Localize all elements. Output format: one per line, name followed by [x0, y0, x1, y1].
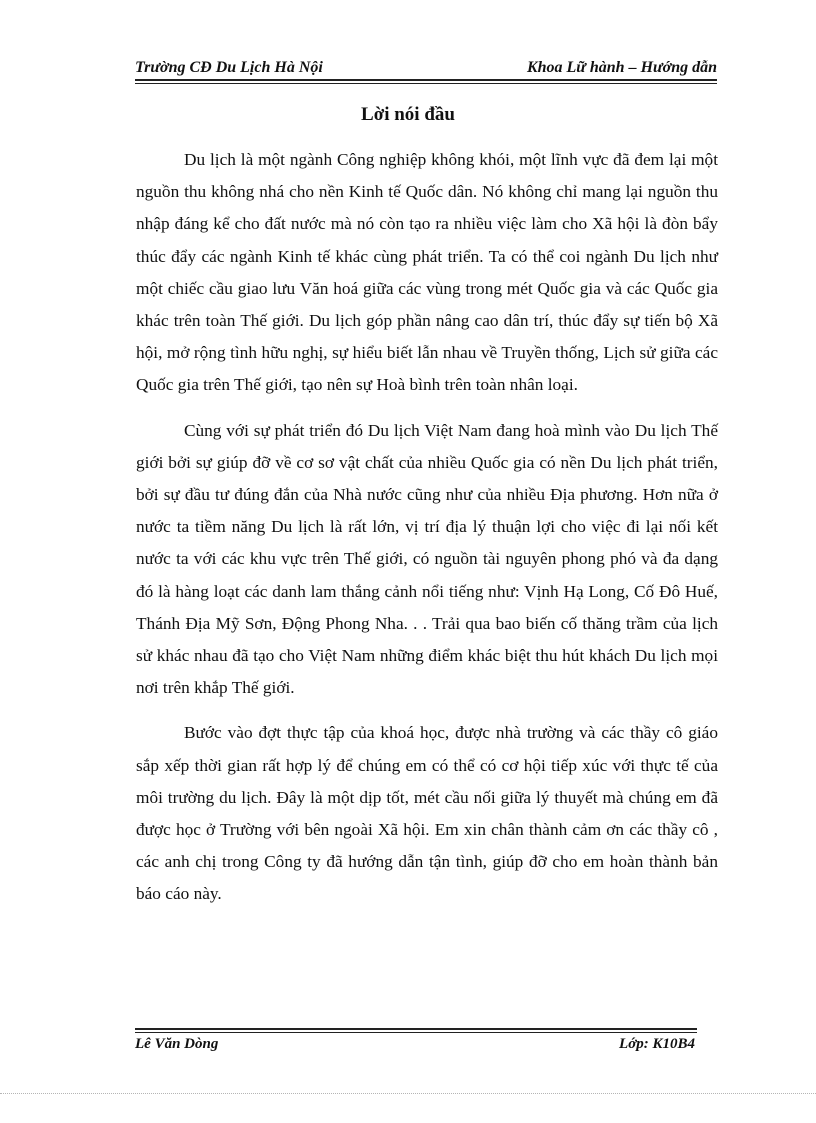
page-title: Lời nói đầu: [361, 104, 455, 125]
document-body: [136, 144, 718, 924]
footer-class: Lớp: K10B4: [619, 1036, 695, 1052]
header-divider: [135, 79, 717, 84]
paragraph-3: Bước vào đợt thực tập của khoá học, được nhà trường và các thầy cô giáo sắp xếp thời gian rất hợp lý để chúng em có thể có cơ hội tiếp xúc với thực tế của môi trường du lịch. Đây là một dịp tốt, mét cầu nối giữa lý thuyết mà chúng em đã được học ở Trường với bên ngoài Xã hội. Em xin chân thành cảm ơn các thầy cô , các anh chị trong Công ty đã hướng dẫn tận tình, giúp đỡ cho em hoàn thành bản báo cáo này.: [136, 723, 718, 904]
footer-author: Lê Văn Dòng: [135, 1036, 219, 1052]
page-header: [135, 58, 717, 80]
footer-divider: [135, 1028, 697, 1033]
page-boundary: [0, 1093, 816, 1094]
page-footer: [135, 1034, 695, 1056]
header-department: Khoa Lữ hành – Hướng dẫn: [526, 59, 717, 76]
header-school-name: Trường CĐ Du Lịch Hà Nội: [135, 59, 323, 76]
paragraph-2: Cùng với sự phát triển đó Du lịch Việt Nam đang hoà mình vào Du lịch Thế giới bởi sự giúp đỡ về cơ sơ vật chất của nhiều Quốc gia có nền Du lịch phát triển, bởi sự đầu tư đúng đắn của Nhà nước cũng như của nhiều Địa phương. Hơn nữa ở nước ta tiềm năng Du lịch là rất lớn, vị trí địa lý thuận lợi cho việc đi lại nối kết nước ta với các khu vực trên Thế giới, có nguồn tài nguyên phong phó và đa dạng đó là hàng loạt các danh lam thắng cảnh nổi tiếng như: Vịnh Hạ Long, Cố Đô Huế, Thánh Địa Mỹ Sơn, Động Phong Nha. . . Trải qua bao biến cố thăng trầm của lịch sử khác nhau đã tạo cho Việt Nam những điểm khác biệt thu hút khách Du lịch mọi nơi trên khắp Thế giới.: [136, 420, 718, 698]
paragraph-1: Du lịch là một ngành Công nghiệp không khói, một lĩnh vực đã đem lại một nguồn thu không nhá cho nền Kinh tế Quốc dân. Nó không chỉ mang lại nguồn thu nhập đáng kể cho đất nước mà nó còn tạo ra nhiều việc làm cho Xã hội là đòn bẩy thúc đẩy các ngành Kinh tế khác cùng phát triển. Ta có thể coi ngành Du lịch như một chiếc cầu giao lưu Văn hoá giữa các vùng trong mét Quốc gia và các Quốc gia khác trên toàn Thế giới. Du lịch góp phần nâng cao dân trí, thúc đẩy sự tiến bộ Xã hội, mở rộng tình hữu nghị, sự hiểu biết lẫn nhau về Truyền thống, Lịch sử giữa các Quốc gia trên Thế giới, tạo nên sự Hoà bình trên toàn nhân loại.: [136, 150, 718, 395]
